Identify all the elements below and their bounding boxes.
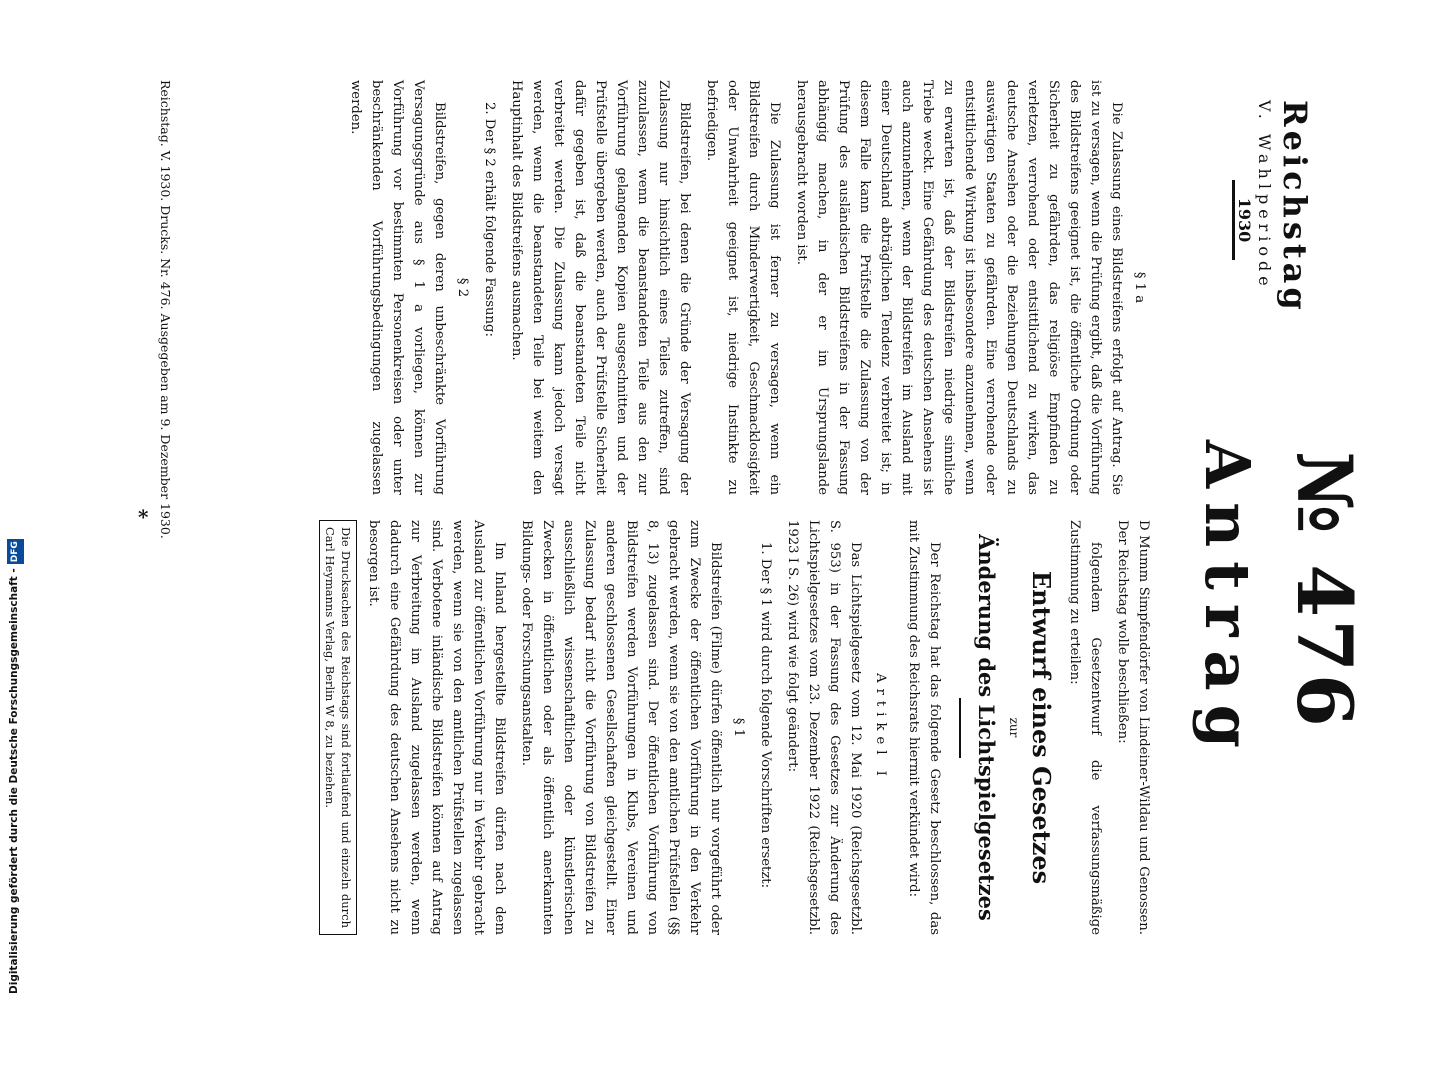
- artikel-heading: Artikel I: [873, 673, 888, 782]
- dfg-logo: DFG: [7, 539, 24, 564]
- footer-container: [155, 0, 175, 1000]
- section-paragraph: Bildstreifen, gegen deren unbeschränkte Vorführung Versagungsgründe aus § 1 a vorliegen, können zur Vorführung vor bestimmten Personenkreisen oder unter beschränkenden Vorführungsbedingungen zugelassen werden.: [348, 80, 447, 495]
- artikel-text: Das Lichtspielgesetz vom 12. Mai 1920 (Reichsgesetzbl. S. 953) in der Fassung des Gesetzes zur Änderung des Lichtspielgesetzes vom 23. Dezember 1922 (Reichsgesetzbl. 1923 I S. 26) wird wie folgt geändert:: [785, 520, 863, 935]
- section-paragraph: Die Zulassung eines Bildstreifens erfolgt auf Antrag. Sie ist zu versagen, wenn die Prüfung ergibt, daß die Vorführung des Bildstreifens geeignet ist, die öffentliche Ordnung oder Sicherheit zu gefährden, das religiöse Empfinden zu verletzen, verrohend oder entsittlichend zu wirken, das deutsche Ansehen oder die Beziehungen Deutschlands zu auswärtigen Staaten zu gefährden. Eine verrohende oder entsittlichende Wirkung ist insbesondere anzunehmen, wenn zu erwarten ist, daß der Bildstreifen niedrige sinnliche Triebe weckt. Eine Gefährdung des deutschen Ansehens ist auch anzunehmen, wenn der Bildstreifen im Ausland mit einer Deutschland abträglichen Tendenz verbreitet ist; in diesem Falle kann die Prüfstelle die Zulassung von der Prüfung des ausländischen Bildstreifens in der Fassung abhängig machen, in der er im Ursprungslande herausgebracht worden ist.: [794, 80, 1124, 495]
- column-left: [319, 520, 1154, 935]
- column-right: [339, 80, 1154, 495]
- bill-zu: zur: [1007, 717, 1021, 738]
- footer-line: Reichstag. V. 1930. Drucks. Nr. 476. Ausgegeben am 9. Dezember 1930.: [158, 80, 173, 539]
- bill-title: Entwurf eines Gesetzes: [1027, 570, 1056, 885]
- motion-body: folgendem Gesetzentwurf die verfassungsmäßige Zustimmung zu erteilen:: [1067, 520, 1103, 935]
- section-paragraph: Im Inland hergestellte Bildstreifen dürfen nach dem Ausland zur öffentlichen Vorführung nur in Verkehr gebracht werden, wenn sie von den amtlichen Prüfstellen zugelassen sind. Verbotene inländische Bildstreifen können auf Antrag zur Verbreitung im Ausland zugelassen werden, wenn dadurch eine Gefährdung des deutschen Ansehens nicht zu besorgen ist.: [366, 520, 507, 935]
- legislative-period: V. Wahlperiode: [1255, 100, 1274, 291]
- section-paragraph: Bildstreifen (Filme) dürfen öffentlich nur vorgeführt oder zum Zwecke der öffentlichen Vorführung in den Verkehr gebracht werden, wenn sie von den amtlichen Prüfstellen (§§ 8, 13) zugelassen sind. Der öffentlichen Vorführung von Bildstreifen werden Vorführungen in Klubs, Vereinen und anderen geschlossenen Gesellschaften gleichgestellt. Einer Zulassung bedarf nicht die Vorführung von Bildstreifen zu ausschließlich wissenschaftlichen oder künstlerischen Zwecken in öffentlichen oder als öffentlich anerkannten Bildungs- oder Forschungsanstalten.: [519, 520, 723, 935]
- digitization-text: Digitalisierung gefördert durch die Deutsche Forschungsgemeinschaft -: [8, 568, 20, 994]
- motion-intro: D Mumm Simpfendörfer von Lindeiner-Wildau und Genossen. Der Reichstag wolle beschließen:: [1115, 520, 1151, 935]
- document-type-title: Antrag: [1191, 440, 1264, 763]
- year-label: 1930: [1232, 180, 1254, 260]
- section-heading: § 1 a: [1132, 271, 1147, 304]
- section-heading: § 1: [731, 717, 746, 738]
- digitization-note: [6, 4, 23, 994]
- document-number: № 476: [1280, 451, 1369, 729]
- enactment-clause: Der Reichstag hat das folgende Gesetz beschlossen, das mit Zustimmung des Reichsrats hiermit verkündet wird:: [906, 520, 942, 935]
- divider: [959, 698, 961, 758]
- section-paragraph: Bildstreifen, bei denen die Gründe der Versagung der Zulassung nur hinsichtlich eines Teiles zutreffen, sind zuzulassen, wenn die beanstandeten Teile aus den zur Vorführung gelangenden Kopien ausgeschnitten und der Prüfstelle übergeben werden, auch der Prüfstelle Sicherheit dafür gegeben ist, daß die beanstandeten Teile nicht verbreitet werden. Die Zulassung kann jedoch versagt werden, wenn die beanstandeten Teile bei weitem den Hauptinhalt des Bildstreifens ausmachen.: [509, 80, 692, 495]
- amendment-item-1: 1. Der § 1 wird durch folgende Vorschriften ersetzt:: [758, 542, 773, 889]
- section-heading: § 2: [455, 277, 470, 298]
- publisher-header: Reichstag: [1276, 100, 1314, 314]
- distribution-stamp: Die Drucksachen des Reichstags sind fortlaufend und einzeln durch Carl Heymanns Verlag, Berlin W 8, zu beziehen.: [319, 520, 357, 935]
- bill-subject: Änderung des Lichtspielgesetzes: [974, 534, 999, 921]
- amendment-item-2: 2. Der § 2 erhält folgende Fassung:: [482, 102, 497, 337]
- section-paragraph: Die Zulassung ist ferner zu versagen, wenn ein Bildstreifen durch Minderwertigkeit, Geschmacklosigkeit oder Unwahrheit geeignet ist, niedrige Instinkte zu befriedigen.: [704, 80, 782, 495]
- footer-star: *: [138, 505, 149, 529]
